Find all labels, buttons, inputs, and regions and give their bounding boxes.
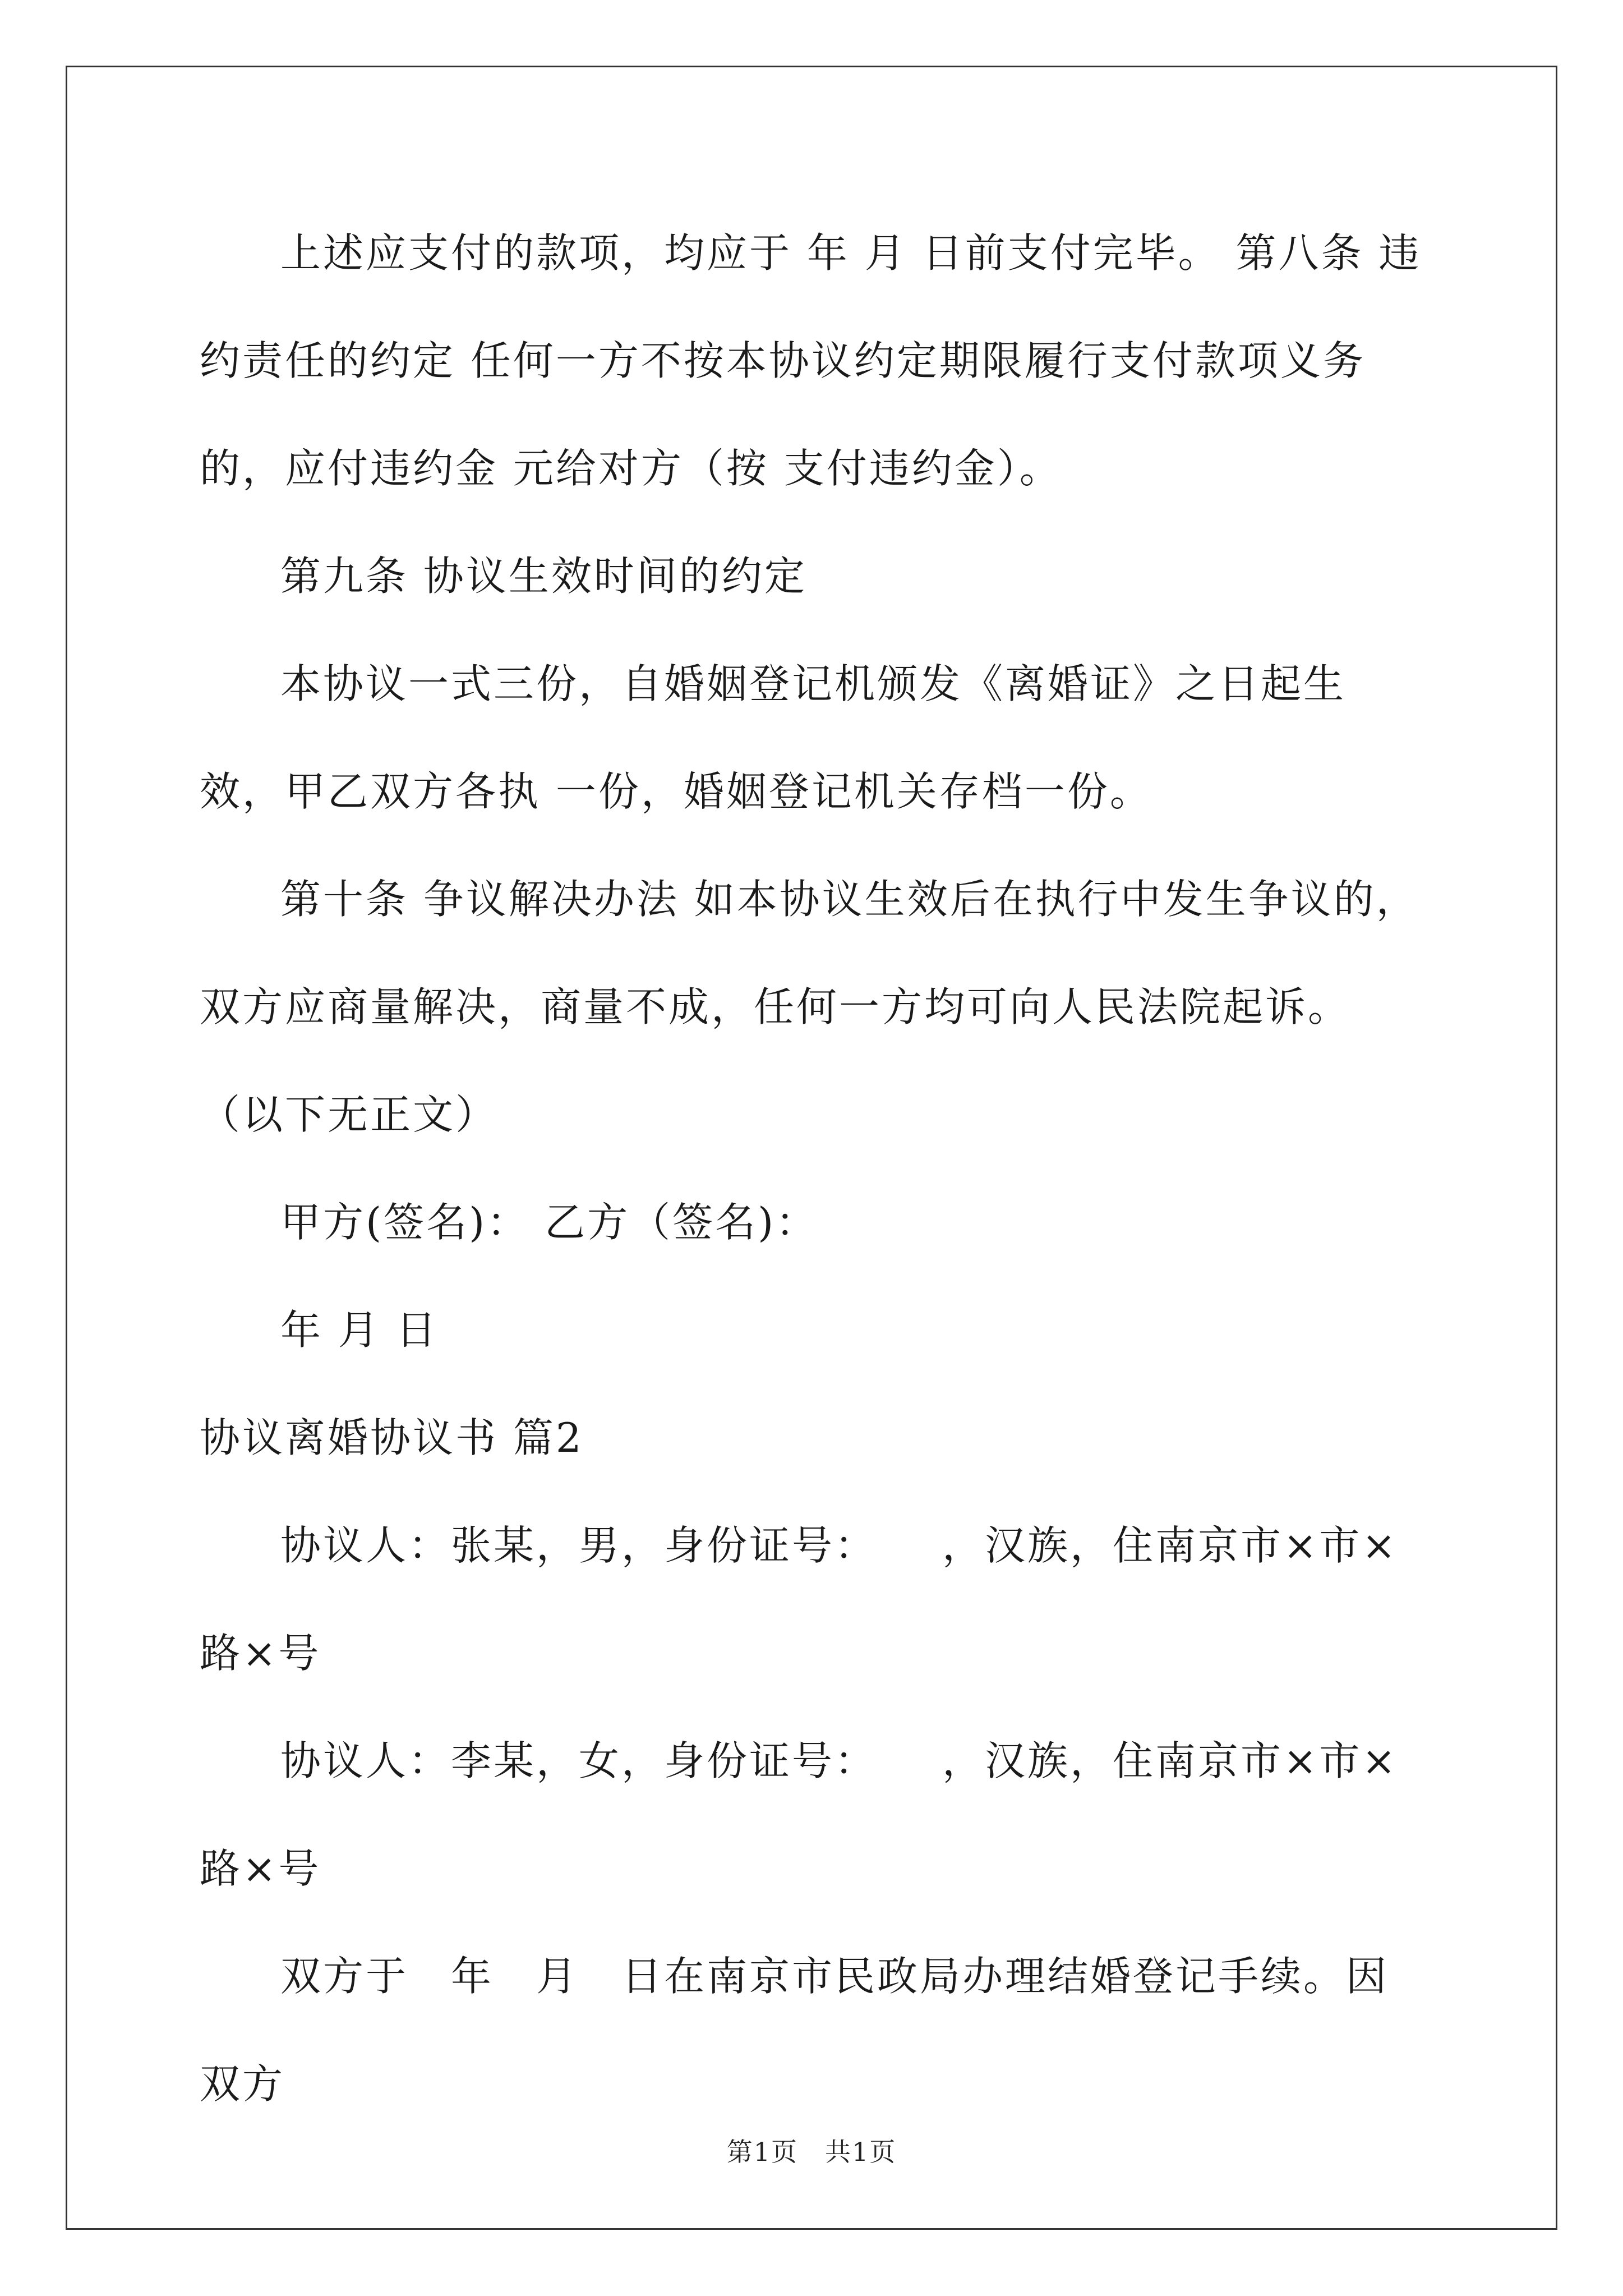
- paragraph-article-9-body: 本协议一式三份，自婚姻登记机颁发《离婚证》之日起生效，甲乙双方各执 一份，婚姻登记机关存档一份。: [200, 660, 1347, 815]
- paragraph-date: 年 月 日: [280, 1306, 439, 1354]
- section-heading: 协议离婚协议书 篇2: [200, 1414, 584, 1461]
- paragraph-signatures: 甲方(签名)： 乙方（签名)：: [280, 1199, 819, 1246]
- page-footer: 第1页 共1页: [726, 2137, 897, 2167]
- paragraph-payment-terms: 上述应支付的款项，均应于 年 月 日前支付完毕。 第八条 违约责任的约定 任何一方不按本协议约定期限履行支付款项义务的，应付违约金 元给对方（按 支付违约金）。: [200, 229, 1422, 492]
- paragraph-party-a: 协议人：张某，男，身份证号： ，汉族，住南京市×市×路×号: [200, 1522, 1398, 1677]
- paragraph-article-9-title: 第九条 协议生效时间的约定: [280, 553, 807, 600]
- paragraph-article-10: 第十条 争议解决办法 如本协议生效后在执行中发生争议的，双方应商量解决，商量不成，任何一方均可向人民法院起诉。 （以下无正文）: [200, 876, 1419, 1138]
- document-body: [200, 199, 1428, 2138]
- paragraph-marriage-registration: 双方于 年 月 日在南京市民政局办理结婚登记手续。因双方: [200, 1953, 1389, 2108]
- paragraph-party-b: 协议人：李某，女，身份证号： ，汉族，住南京市×市×路×号: [200, 1737, 1398, 1892]
